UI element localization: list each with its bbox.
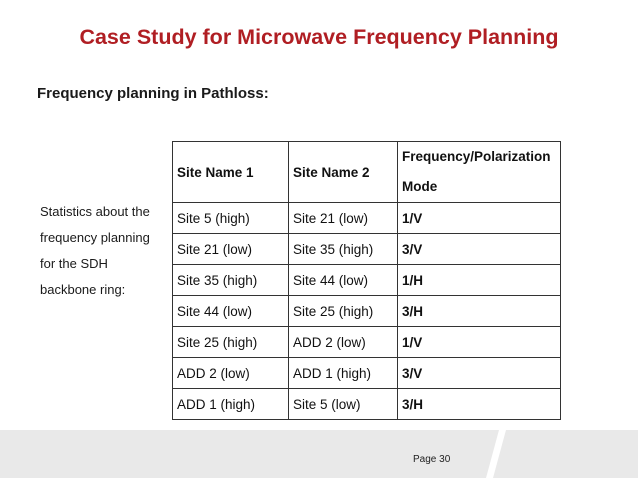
table-row — [173, 265, 561, 296]
cell-mode: 1/H — [398, 265, 561, 296]
cell-mode: 1/V — [398, 203, 561, 234]
frequency-table — [172, 141, 561, 420]
cell-site-2: Site 35 (high) — [289, 234, 398, 265]
cell-site-2: Site 25 (high) — [289, 296, 398, 327]
cell-site-1: ADD 2 (low) — [173, 358, 289, 389]
table-row — [173, 389, 561, 420]
side-note-line: Statistics about the — [40, 204, 150, 219]
footer-band — [0, 430, 638, 478]
table-row — [173, 327, 561, 358]
cell-site-1: Site 21 (low) — [173, 234, 289, 265]
cell-site-1: Site 44 (low) — [173, 296, 289, 327]
cell-site-1: Site 25 (high) — [173, 327, 289, 358]
slide-title: Case Study for Microwave Frequency Planning — [79, 25, 559, 49]
cell-mode: 1/V — [398, 327, 561, 358]
header-site-name-2: Site Name 2 — [289, 142, 398, 203]
cell-site-2: Site 21 (low) — [289, 203, 398, 234]
cell-site-1: ADD 1 (high) — [173, 389, 289, 420]
header-frequency-mode — [398, 142, 561, 203]
slide-subtitle: Frequency planning in Pathloss: — [37, 85, 269, 102]
side-note-line: for the SDH — [40, 256, 108, 271]
cell-site-1: Site 5 (high) — [173, 203, 289, 234]
side-note-line: frequency planning — [40, 230, 150, 245]
table-row — [173, 296, 561, 327]
cell-mode: 3/H — [398, 389, 561, 420]
cell-site-2: ADD 1 (high) — [289, 358, 398, 389]
header-frequency-line: Frequency/Polarization — [402, 149, 551, 164]
header-site-name-1: Site Name 1 — [173, 142, 289, 203]
side-note — [40, 199, 170, 303]
table-row — [173, 358, 561, 389]
cell-site-2: Site 5 (low) — [289, 389, 398, 420]
footer-slash-decoration — [486, 430, 506, 478]
cell-mode: 3/V — [398, 234, 561, 265]
header-mode-line: Mode — [402, 179, 438, 194]
table-row — [173, 234, 561, 265]
table-header-row — [173, 142, 561, 203]
cell-mode: 3/V — [398, 358, 561, 389]
page-number: Page 30 — [413, 454, 451, 465]
cell-site-1: Site 35 (high) — [173, 265, 289, 296]
cell-site-2: Site 44 (low) — [289, 265, 398, 296]
cell-mode: 3/H — [398, 296, 561, 327]
cell-site-2: ADD 2 (low) — [289, 327, 398, 358]
side-note-line: backbone ring: — [40, 282, 126, 297]
table-row — [173, 203, 561, 234]
